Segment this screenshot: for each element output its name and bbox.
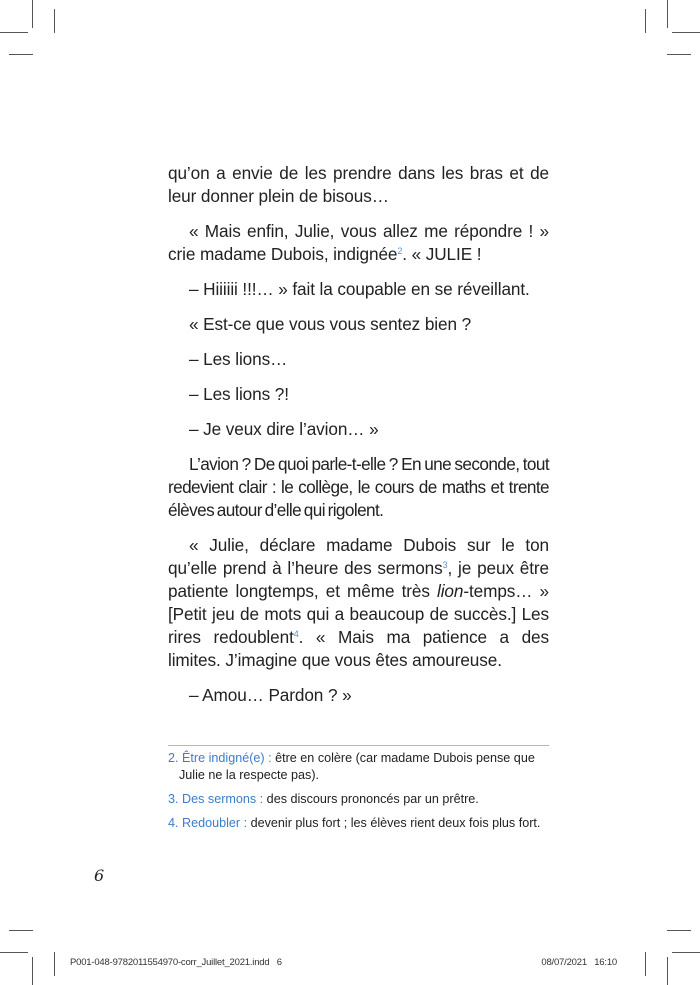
crop-mark-tl-v2	[54, 9, 55, 33]
paragraph	[168, 162, 549, 208]
footnote-term: 3. Des sermons :	[168, 792, 264, 806]
text-run: – Amou… Pardon ? »	[189, 685, 352, 705]
footnote-rule	[168, 745, 549, 746]
footnote	[168, 791, 549, 808]
slug-filename: P001-048-9782011554970-corr_Juillet_2021.indd 6	[70, 957, 282, 968]
footnotes	[168, 750, 549, 839]
text-run: – Je veux dire l’avion… »	[189, 419, 379, 439]
crop-mark-br-h1	[672, 952, 700, 953]
text-run: « Est-ce que vous vous sentez bien ?	[189, 314, 472, 334]
text-run: – Les lions ?!	[189, 384, 289, 404]
crop-mark-tr-v2	[645, 9, 646, 33]
crop-mark-tl-h2	[9, 54, 33, 55]
paragraph	[168, 313, 549, 336]
text-run: – Les lions…	[189, 349, 288, 369]
crop-mark-br-h2	[667, 930, 691, 931]
footnote-definition: des discours prononcés par un prêtre.	[263, 792, 479, 806]
crop-mark-br-v1	[667, 957, 668, 985]
text-run: qu’on a envie de les prendre dans les bras et de leur donner plein de bisous…	[168, 163, 549, 206]
paragraph	[168, 453, 549, 522]
italic-text: lion	[437, 581, 464, 601]
text-run: , je peux être patiente longtemps, et même très	[168, 558, 549, 601]
crop-mark-tl-v1	[32, 0, 33, 28]
footnote-ref: 2	[397, 246, 403, 256]
text-run: – Hiiiiii !!!… » fait la coupable en se réveillant.	[189, 279, 530, 299]
crop-mark-bl-v2	[54, 952, 55, 976]
slug-datetime: 08/07/2021 16:10	[541, 957, 617, 968]
crop-mark-br-v2	[645, 952, 646, 976]
footnote-term: 4. Redoubler :	[168, 816, 248, 830]
text-run: « Mais enfin, Julie, vous allez me répondre ! » crie madame Dubois, indignée	[168, 221, 549, 264]
paragraph	[168, 278, 549, 301]
footnote-ref: 4	[293, 629, 299, 639]
paragraph	[168, 534, 549, 672]
footnote-ref: 3	[442, 560, 448, 570]
crop-mark-tl-h1	[0, 32, 28, 33]
page-number: 6	[94, 866, 105, 885]
text-run: « Julie, déclare madame Dubois sur le ton qu’elle prend à l’heure des sermons	[168, 535, 549, 578]
crop-mark-tr-v1	[667, 0, 668, 28]
text-run: . « Mais ma patience a des limites. J’imagine que vous êtes amoureuse.	[168, 627, 549, 670]
crop-mark-tr-h2	[667, 54, 691, 55]
footnote	[168, 750, 549, 784]
crop-mark-bl-v1	[32, 957, 33, 985]
crop-mark-tr-h1	[672, 32, 700, 33]
footnote	[168, 815, 549, 832]
text-run: -temps… » [Petit jeu de mots qui a beaucoup de succès.] Les rires redoublent	[168, 581, 549, 647]
text-run: L’avion ? De quoi parle-t-elle ? En une seconde, tout redevient clair : le collège, le cours de maths et trente élèves autour d’elle qui rigolent.	[168, 454, 549, 520]
text-run: . « JULIE !	[402, 244, 482, 264]
paragraph	[168, 684, 549, 707]
footnote-definition: devenir plus fort ; les élèves rient deux fois plus fort.	[247, 816, 541, 830]
paragraph	[168, 220, 549, 266]
crop-mark-bl-h1	[0, 952, 28, 953]
paragraph	[168, 418, 549, 441]
footnote-definition: être en colère (car madame Dubois pense que Julie ne la respecte pas).	[179, 751, 535, 782]
crop-mark-bl-h2	[9, 930, 33, 931]
footnote-term: 2. Être indigné(e) :	[168, 751, 272, 765]
paragraph	[168, 348, 549, 371]
paragraph	[168, 383, 549, 406]
body-text-column	[168, 162, 549, 719]
